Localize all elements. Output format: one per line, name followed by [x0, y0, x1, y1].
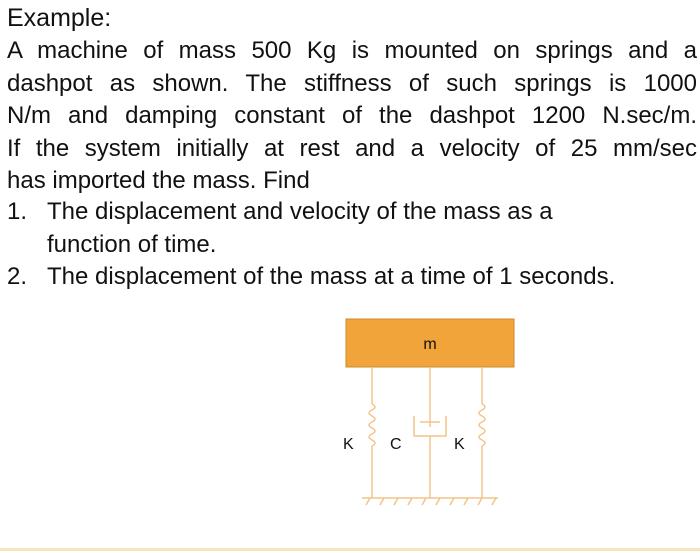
question-1-line-1: The displacement and velocity of the mass as a	[47, 198, 553, 225]
question-1-line-2: function of time.	[47, 230, 217, 258]
problem-line-5: has imported the mass. Find	[7, 167, 310, 194]
question-list	[7, 196, 697, 294]
ground	[362, 498, 498, 505]
damper-label: C	[390, 436, 402, 453]
problem-line-3: N/m and damping constant of the dashpot 1200 N.sec/m.	[7, 102, 697, 129]
problem-line-2: dashpot as shown. The stiffness of such springs is 1000	[7, 69, 697, 97]
damper	[414, 367, 446, 498]
left-spring-label: K	[343, 436, 354, 453]
right-spring	[479, 367, 485, 498]
question-number-2: 2.	[7, 263, 28, 290]
spring-mass-damper-diagram	[340, 312, 522, 512]
question-item-1	[7, 196, 697, 261]
bottom-divider	[0, 548, 700, 551]
example-heading: Example:	[7, 4, 112, 32]
problem-line-1: A machine of mass 500 Kg is mounted on springs and a	[7, 37, 697, 64]
right-spring-label: K	[454, 436, 465, 453]
problem-line-4: If the system initially at rest and a velocity of 25 mm/sec	[7, 134, 697, 162]
question-item-2	[7, 261, 697, 294]
mass-label: m	[423, 336, 437, 353]
left-spring	[369, 367, 375, 498]
question-number-1: 1.	[7, 198, 28, 225]
question-2-line-1: The displacement of the mass at a time of 1 seconds.	[47, 263, 616, 290]
problem-statement	[7, 35, 697, 198]
